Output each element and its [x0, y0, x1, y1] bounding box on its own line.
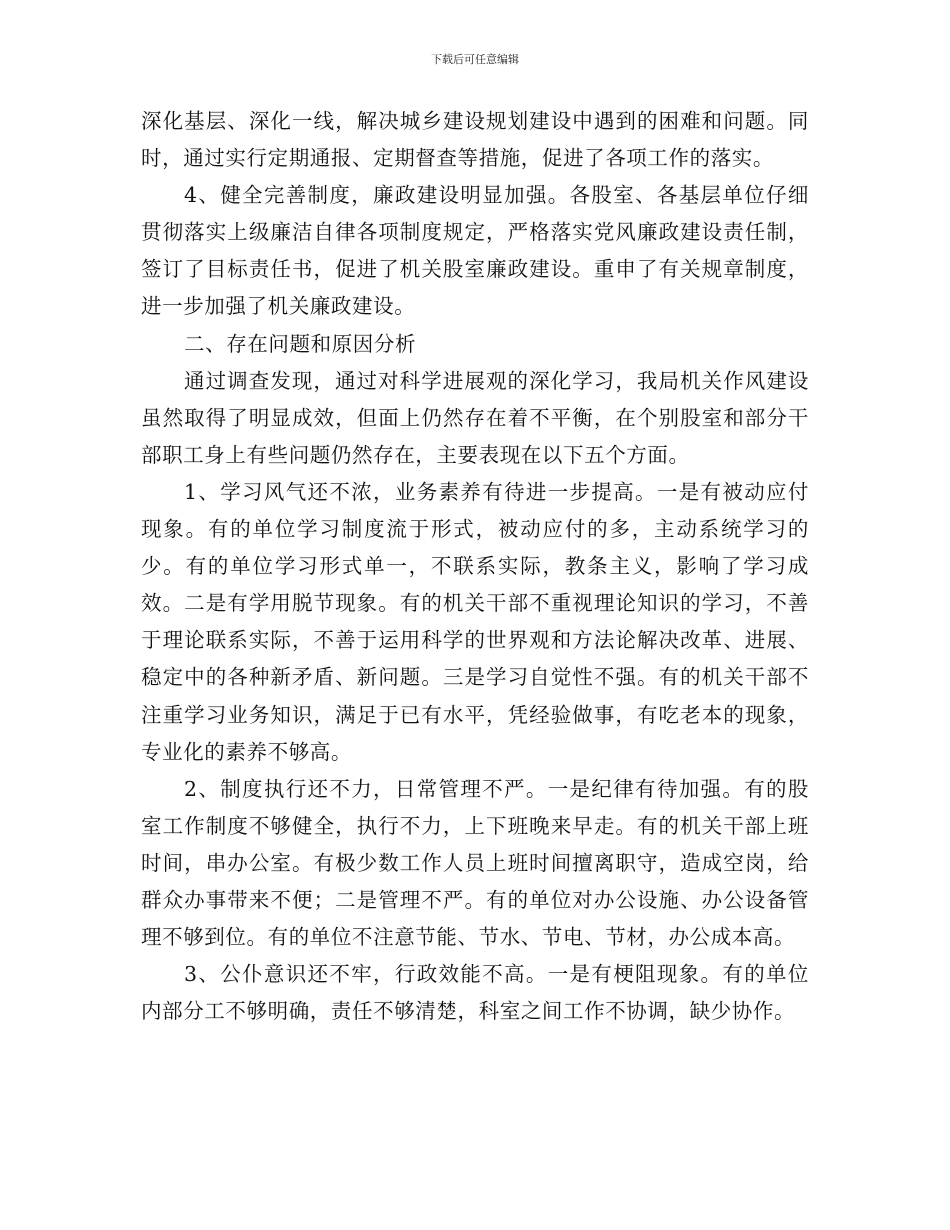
paragraph-intro: 通过调查发现，通过对科学进展观的深化学习，我局机关作风建设虽然取得了明显成效，但面上仍然存在着不平衡，在个别股室和部分干部职工身上有些问题仍然存在，主要表现在以下五个方面。 [141, 368, 809, 467]
section-heading: 二、存在问题和原因分析 [184, 331, 417, 356]
paragraph-item-2: 2、制度执行还不力，日常管理不严。一是纪律有待加强。有的股室工作制度不够健全，执行不力，上下班晚来早走。有的机关干部上班时间，串办公室。有极少数工作人员上班时间擅离职守，造成空岗，给群众办事带来不便；二是管理不严。有的单位对办公设施、办公设备管理不够到位。有的单位不注意节能、节水、节电、节材，办公成本高。 [141, 776, 809, 950]
paragraph-item-4: 4、健全完善制度，廉政建设明显加强。各股室、各基层单位仔细贯彻落实上级廉洁自律各项制度规定，严格落实党风廉政建设责任制，签订了目标责任书，促进了机关股室廉政建设。重申了有关规章制度，进一步加强了机关廉政建设。 [141, 183, 809, 319]
paragraph-item-1: 1、学习风气还不浓，业务素养有待进一步提高。一是有被动应付现象。有的单位学习制度流于形式，被动应付的多，主动系统学习的少。有的单位学习形式单一，不联系实际，教条主义，影响了学习成效。二是有学用脱节现象。有的机关干部不重视理论知识的学习，不善于理论联系实际，不善于运用科学的世界观和方法论解决改革、进展、稳定中的各种新矛盾、新问题。三是学习自觉性不强。有的机关干部不注重学习业务知识，满足于已有水平，凭经验做事，有吃老本的现象，专业化的素养不够高。 [141, 479, 809, 764]
paragraph-continuation: 深化基层、深化一线，解决城乡建设规划建设中遇到的困难和问题。同时，通过实行定期通报、定期督查等措施，促进了各项工作的落实。 [141, 109, 809, 171]
paragraph-item-3: 3、公仆意识还不牢，行政效能不高。一是有梗阻现象。有的单位内部分工不够明确，责任不够清楚，科室之间工作不协调，缺少协作。 [141, 962, 809, 1024]
page-header: 下载后可任意编辑 [431, 53, 519, 66]
document-body [141, 103, 809, 1030]
